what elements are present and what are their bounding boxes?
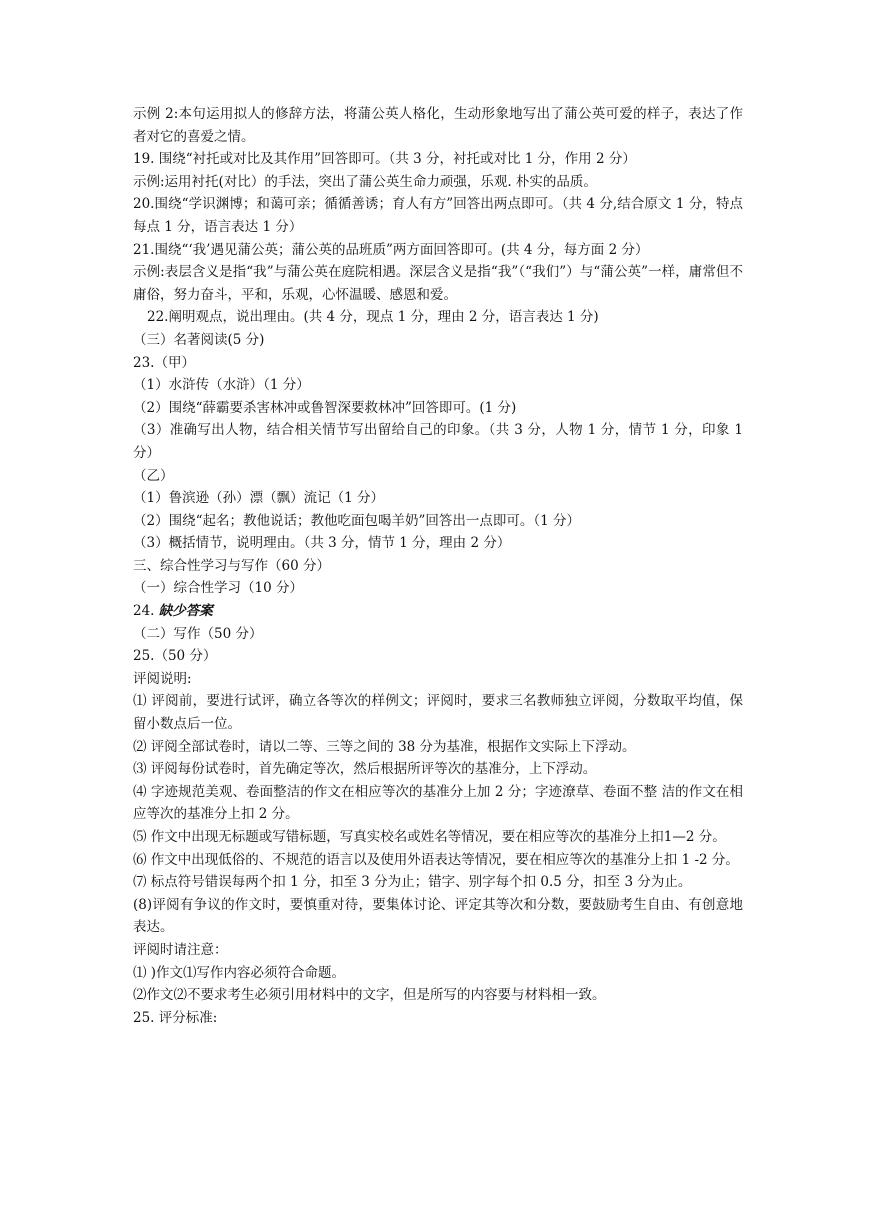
scoring-criteria-heading: 25. 评分标准: (133, 1009, 218, 1026)
grading-note-6: ⑹ 作文中出现低俗的、不规范的语言以及使用外语表达等情况，要在相应等次的基准分上扣 1 -2 分。 (133, 851, 739, 868)
question-23-yi-1: （1）鲁滨逊（孙）漂（飘）流记（1 分） (133, 490, 384, 507)
question-25: 25.（50 分） (133, 648, 217, 665)
question-21: 21.围绕“‘我’遇见蒲公英；蒲公英的品班质”两方面回答即可。(共 4 分，每方面 2 分） (133, 241, 649, 258)
subsection-comprehensive-learning: （一）综合性学习（10 分） (133, 580, 303, 597)
question-21-example: 示例:表层含义是指“我”与蒲公英在庭院相遇。深层含义是指“我”（“我们”）与“蒲公英”一样，庸常但不庸俗，努力奋斗，平和，乐观，心怀温暖、感恩和爱。 (133, 264, 743, 303)
question-23-jia-1: （1）水浒传（水浒）（1 分） (133, 377, 310, 394)
grading-note-4: ⑷ 字迹规范美观、卷面整洁的作文在相应等次的基准分上加 2 分；字迹潦草、卷面不整 洁的作文在相应等次的基准分上扣 2 分。 (133, 783, 743, 823)
missing-answer-note: 缺少答案 (158, 603, 213, 620)
question-23-jia-2: （2）围绕“薛霸要杀害林冲或鲁智深要救林冲”回答即可。(1 分) (133, 399, 517, 416)
attention-note-2: ⑵作文⑵不要求考生必须引用材料中的文字，但是所写的内容要与材料相一致。 (133, 987, 606, 1004)
question-23-yi-3: （3）概括情节，说明理由。（共 3 分，情节 1 分，理由 2 分） (133, 535, 511, 552)
question-23-yi-2: （2）围绕“起名；教他说话；教他吃面包喝羊奶”回答出一点即可。（1 分） (133, 512, 581, 529)
grading-note-1: ⑴ 评阅前，要进行试评，确立各等次的样例文；评阅时，要求三名教师独立评阅，分数取平均值，保留小数点后一位。 (133, 693, 743, 733)
grading-note-8: (8)评阅有争议的作文时，要慎重对待，要集体讨论、评定其等次和分数，要鼓励考生自由、有创意地表达。 (133, 896, 743, 936)
question-22: 22.阐明观点，说出理由。(共 4 分，现点 1 分，理由 2 分，语言表达 1 分) (147, 309, 599, 326)
grading-note-2: ⑵ 评阅全部试卷时，请以二等、三等之间的 38 分为基准，根据作文实际上下浮动。 (133, 738, 636, 755)
question-23-jia: 23.（甲） (133, 354, 195, 371)
grading-note-5: ⑸ 作文中出现无标题或写错标题，写真实校名或姓名等情况，要在相应等次的基准分上扣1—2 分。 (133, 829, 726, 845)
attention-note-1: ⑴ )作文⑴写作内容必须符合命题。 (133, 964, 346, 981)
question-19-example: 示例:运用衬托(对比）的手法，突出了蒲公英生命力顽强，乐观. 朴实的品质。 (133, 173, 597, 190)
question-19: 19. 围绕“衬托或对比及其作用”回答即可。（共 3 分，衬托或对比 1 分，作用 2 分） (133, 151, 636, 168)
question-20: 20.围绕“学识渊博；和蔼可亲；循循善诱；育人有方”回答出两点即可。（共 4 分,结合原文 1 分，特点每点 1 分，语言表达 1 分） (133, 196, 743, 235)
question-23-yi: （乙） (133, 467, 174, 484)
question-23-jia-3: （3）准确写出人物，结合相关情节写出留给自己的印象。（共 3 分，人物 1 分，情节 1 分，印象 1 分） (133, 422, 743, 461)
grading-notes-title: 评阅说明: (133, 670, 192, 687)
section-classic-reading: （三）名著阅读(5 分) (133, 331, 265, 348)
part-3-heading: 三、综合性学习与写作（60 分） (133, 557, 330, 574)
answer-key-document (133, 103, 743, 1029)
subsection-writing: （二）写作（50 分） (133, 625, 263, 642)
grading-note-3: ⑶ 评阅每份试卷时，首先确定等次，然后根据所评等次的基准分，上下浮动。 (133, 761, 597, 778)
question-24-number: 24. (133, 603, 155, 620)
attention-title: 评阅时请注意： (133, 941, 228, 958)
example-2-text: 示例 2:本句运用拟人的修辞方法，将蒲公英人格化，生动形象地写出了蒲公英可爱的样子，表达了作者对它的喜爱之情。 (133, 106, 743, 145)
grading-note-7: ⑺ 标点符号错误每两个扣 1 分，扣至 3 分为止；错字、别字每个扣 0.5 分，扣至 3 分为止。 (133, 874, 692, 891)
question-24 (133, 600, 743, 623)
